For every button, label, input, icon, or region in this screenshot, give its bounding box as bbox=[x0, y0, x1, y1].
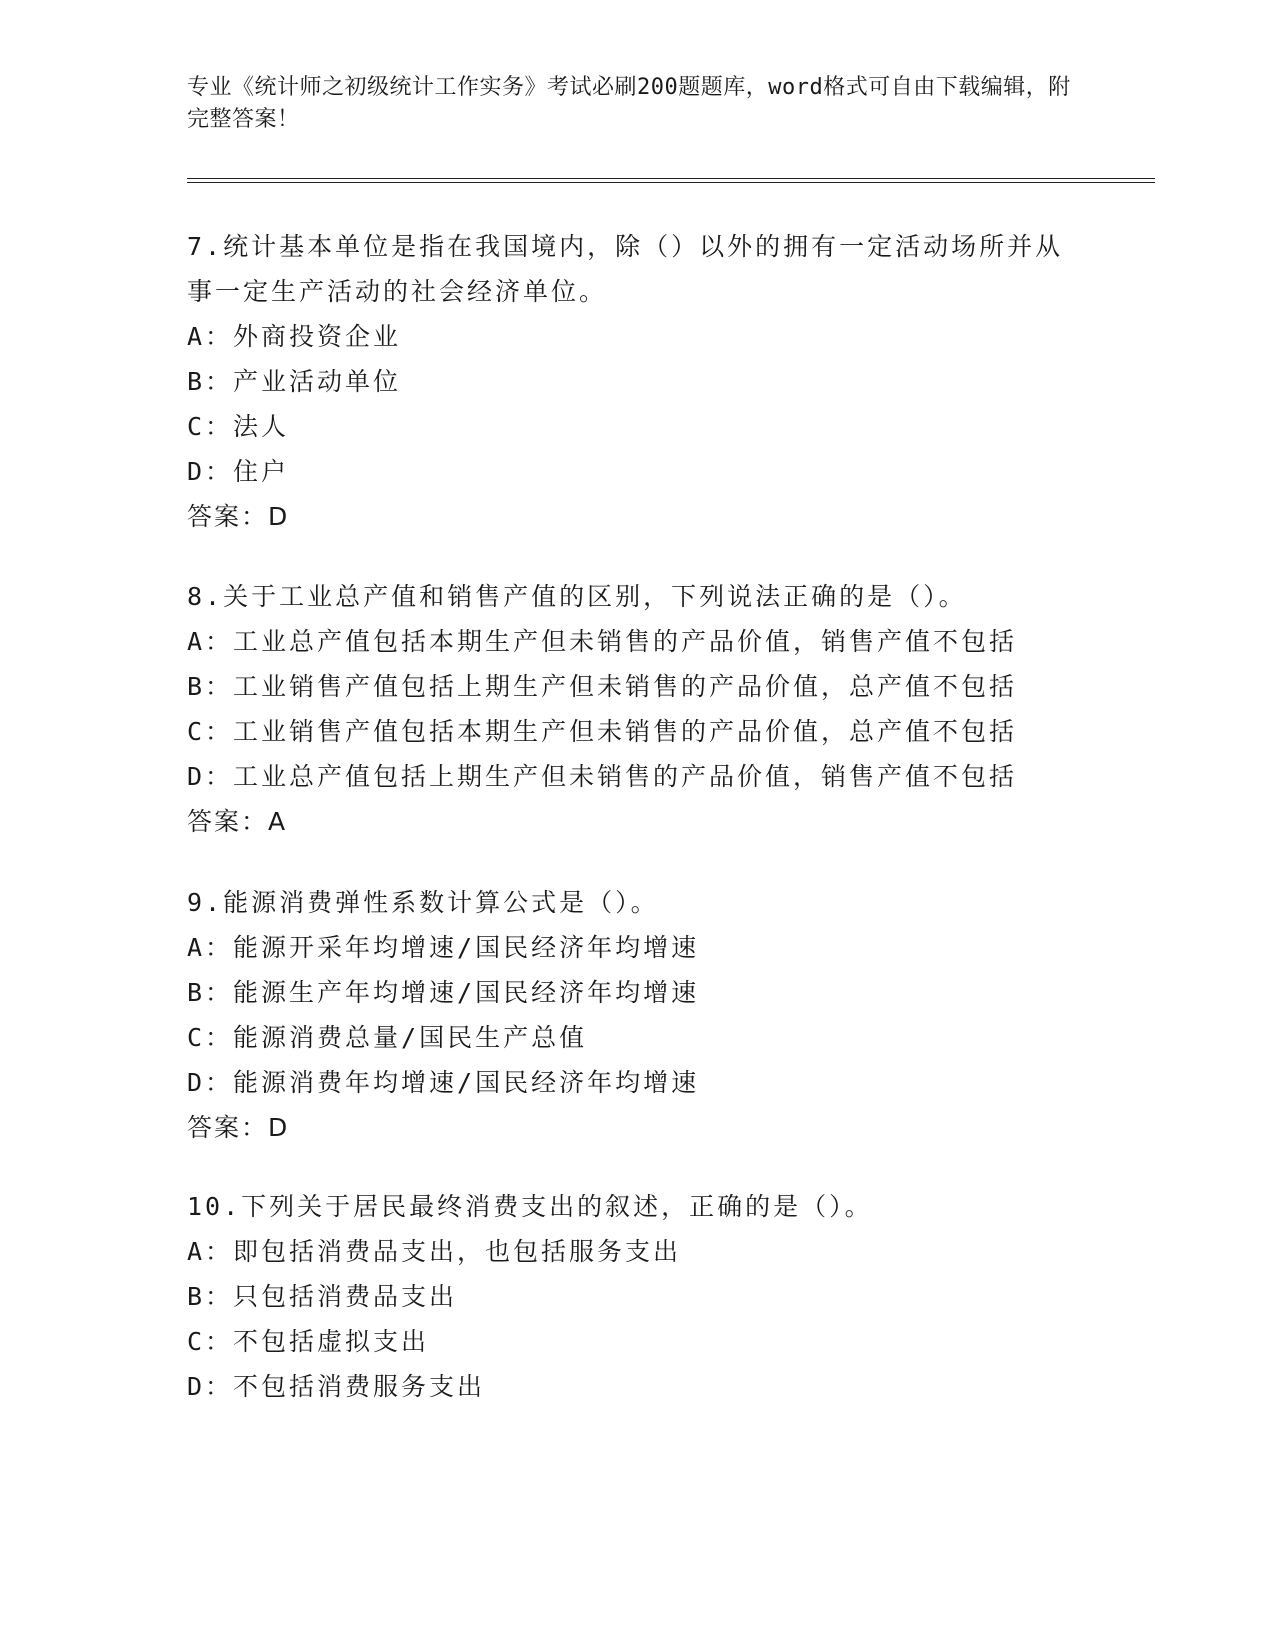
question-stem: 9.能源消费弹性系数计算公式是（）。 bbox=[187, 888, 659, 917]
option-b: B：只包括消费品支出 bbox=[187, 1282, 458, 1311]
option-d: D：工业总产值包括上期生产但未销售的产品价值，销售产值不包括 bbox=[187, 762, 1018, 791]
option-d: D：住户 bbox=[187, 457, 290, 486]
question-stem: 10.下列关于居民最终消费支出的叙述，正确的是（）。 bbox=[187, 1192, 873, 1221]
question-stem: 8.关于工业总产值和销售产值的区别，下列说法正确的是（）。 bbox=[187, 582, 967, 611]
option-a: A：能源开采年均增速/国民经济年均增速 bbox=[187, 933, 700, 962]
question-7 bbox=[187, 224, 1087, 539]
option-b: B：产业活动单位 bbox=[187, 367, 402, 396]
document-header-title: 专业《统计师之初级统计工作实务》考试必刷200题题库，word格式可自由下载编辑，附完整答案！ bbox=[187, 75, 1071, 132]
option-a: A：即包括消费品支出，也包括服务支出 bbox=[187, 1237, 682, 1266]
option-a: A：工业总产值包括本期生产但未销售的产品价值，销售产值不包括 bbox=[187, 627, 1018, 656]
question-8 bbox=[187, 574, 1087, 844]
answer: 答案：A bbox=[187, 807, 288, 836]
option-c: C：工业销售产值包括本期生产但未销售的产品价值，总产值不包括 bbox=[187, 717, 1018, 746]
option-c: C：能源消费总量/国民生产总值 bbox=[187, 1023, 588, 1052]
header-divider bbox=[187, 178, 1155, 183]
option-b: B：能源生产年均增速/国民经济年均增速 bbox=[187, 978, 700, 1007]
question-9 bbox=[187, 880, 1087, 1150]
option-d: D：能源消费年均增速/国民经济年均增速 bbox=[187, 1068, 700, 1097]
option-c: C：不包括虚拟支出 bbox=[187, 1327, 430, 1356]
answer: 答案：D bbox=[187, 1113, 290, 1142]
answer: 答案：D bbox=[187, 502, 290, 531]
question-stem: 7.统计基本单位是指在我国境内，除（）以外的拥有一定活动场所并从事一定生产活动的社会经济单位。 bbox=[187, 232, 1064, 306]
option-d: D：不包括消费服务支出 bbox=[187, 1372, 486, 1401]
option-a: A：外商投资企业 bbox=[187, 322, 402, 351]
question-10 bbox=[187, 1184, 1087, 1409]
option-b: B：工业销售产值包括上期生产但未销售的产品价值，总产值不包括 bbox=[187, 672, 1018, 701]
option-c: C：法人 bbox=[187, 412, 290, 441]
